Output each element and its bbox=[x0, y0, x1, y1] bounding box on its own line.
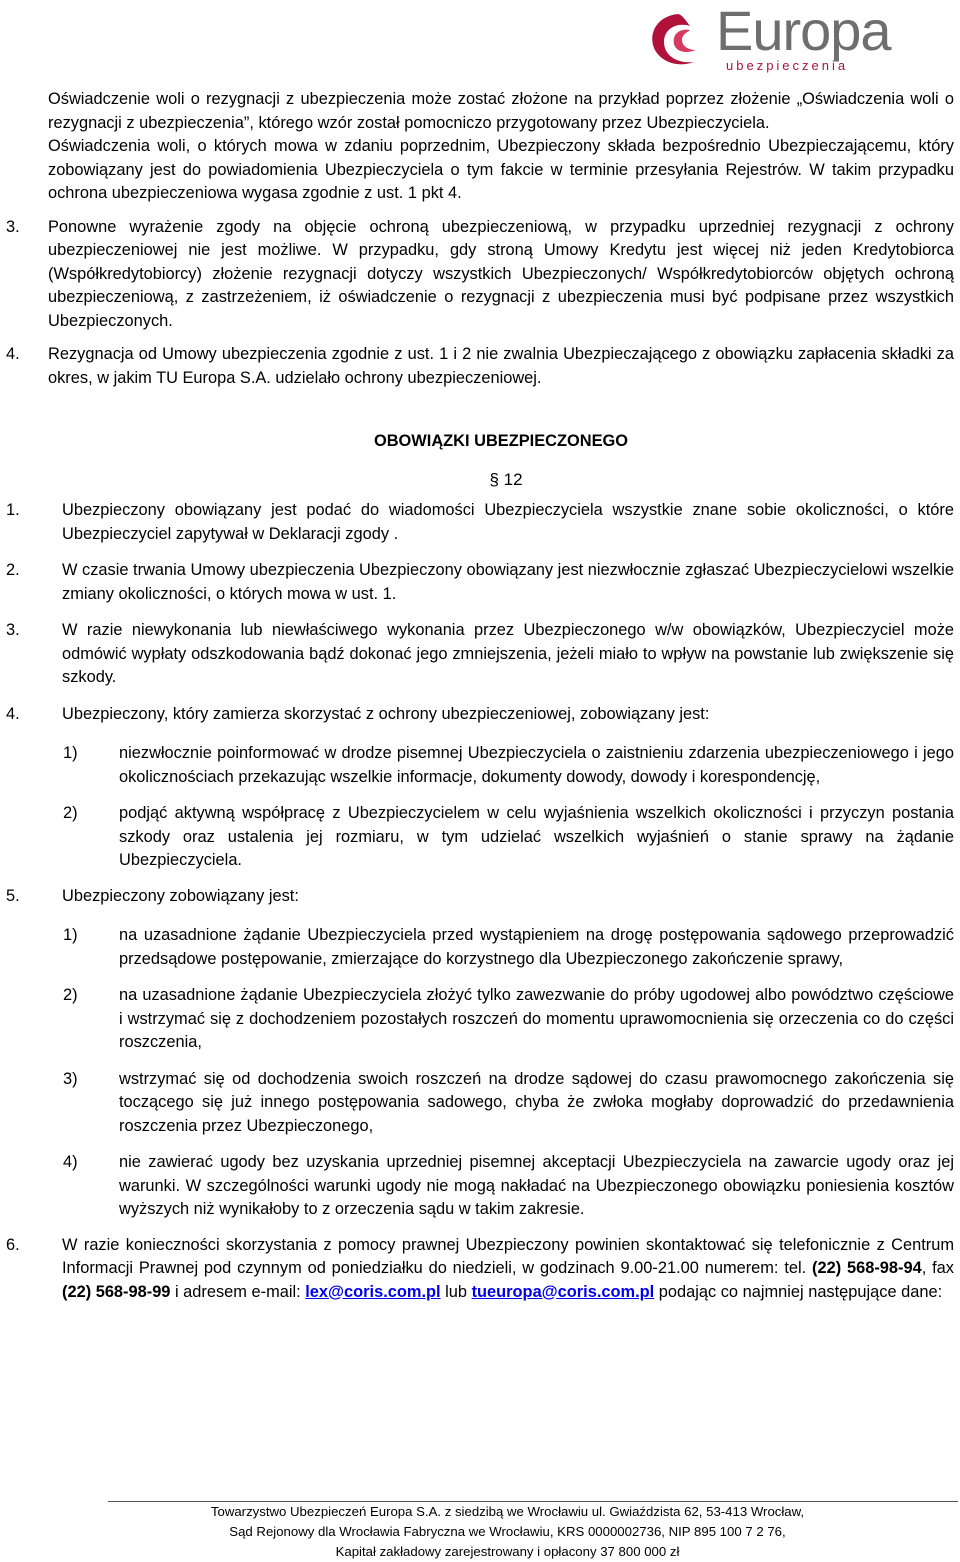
sub-item-number: 1) bbox=[63, 926, 78, 944]
item-text-part: , fax bbox=[921, 1259, 954, 1277]
sub-item-number: 1) bbox=[63, 744, 78, 762]
item-text-part: i adresem e-mail: bbox=[170, 1282, 306, 1301]
item-number: 3. bbox=[6, 217, 20, 236]
sub-item-5-2 bbox=[63, 984, 954, 1055]
sub-item-text: nie zawierać ugody bez uzyskania uprzedniej pisemnej akceptacji Ubezpieczyciela na zawarcie ugody oraz jej warunki. W szczególności warunki ugody nie mogą nakładać na Ubezpieczonego obowiązku poniesienia kosztów wyższych niż wynikałoby to z orzeczenia sądu w takim zakresie. bbox=[119, 1153, 954, 1218]
footer-line-3: Kapitał zakładowy zarejestrowany i opłacony 37 800 000 zł bbox=[335, 1544, 680, 1559]
item-text: Rezygnacja od Umowy ubezpieczenia zgodnie z ust. 1 i 2 nie zwalnia Ubezpieczającego z obowiązku zapłacenia składki za okres, w jakim TU Europa S.A. udzielało ochrony ubezpieczeniowej. bbox=[48, 345, 954, 387]
phone-number: (22) 568-98-94 bbox=[812, 1259, 922, 1277]
obligation-item-6 bbox=[6, 1234, 954, 1305]
item-text: W razie niewykonania lub niewłaściwego wykonania przez Ubezpieczonego w/w obowiązków, Ubezpieczyciel może odmówić wypłaty odszkodowania bądź dokonać jego zmniejszenia, jeżeli miało to wpływ na powstanie lub zwiększenie się szkody. bbox=[62, 621, 954, 686]
section-heading: OBOWIĄZKI UBEZPIECZONEGO bbox=[373, 432, 629, 450]
sub-item-5-3 bbox=[63, 1068, 954, 1139]
footer-line-2: Sąd Rejonowy dla Wrocławia Fabryczna we Wrocławiu, KRS 0000002736, NIP 895 100 7 2 76, bbox=[229, 1524, 786, 1539]
europa-logo bbox=[636, 0, 948, 76]
email-link-lex[interactable]: lex@coris.com.pl bbox=[305, 1282, 441, 1301]
item-text-part: W razie konieczności skorzystania z pomocy prawnej Ubezpieczony powinien skontaktować się telefonicznie z Centrum Informacji Prawnej pod czynnym od poniedziałku do niedzieli, w godzinach 9.00-21.00 numerem: tel. bbox=[62, 1235, 954, 1277]
sub-item-text: na uzasadnione żądanie Ubezpieczyciela złożyć tylko zawezwanie do próby ugodowej albo powództwo częściowe i wstrzymać się z dochodzeniem pozostałych roszczeń do momentu uprawomocnienia się orzeczenia co do części roszczenia, bbox=[119, 986, 954, 1051]
item-number: 1. bbox=[6, 501, 20, 519]
email-link-tueuropa[interactable]: tueuropa@coris.com.pl bbox=[471, 1282, 655, 1301]
item-text: Ponowne wyrażenie zgody na objęcie ochroną ubezpieczeniową, w przypadku uprzedniej rezygnacji z ochrony ubezpieczeniowej nie jest możliwe. W przypadku, gdy stroną Umowy Kredytu jest więcej niż jeden Kredytobiorca (Współkredytobiorcy) złożenie rezygnacji dotyczy wszystkich Ubezpieczonych/ Współkredytobiorców objętych ochroną ubezpieczeniową, z zastrzeżeniem, iż oświadczenie o rezygnacji z ubezpieczenia musi być podpisane przez wszystkich Ubezpieczonych. bbox=[48, 217, 954, 330]
item-text-part: lub bbox=[440, 1282, 472, 1301]
item-number: 6. bbox=[6, 1235, 20, 1254]
sub-item-4-1 bbox=[63, 742, 954, 789]
item-number: 5. bbox=[6, 886, 20, 905]
intro-paragraph-2: Oświadczenia woli, o których mowa w zdaniu poprzednim, Ubezpieczony składa bezpośrednio Ubezpieczającemu, który zobowiązany jest do powiadomienia Ubezpieczyciela o tym fakcie w terminie przesyłania Rejestrów. W takim przypadku ochrona ubezpieczeniowa wygasa zgodnie z ust. 1 pkt 4. bbox=[48, 137, 954, 202]
sub-item-number: 2) bbox=[63, 804, 78, 822]
intro-item-4 bbox=[6, 343, 954, 390]
intro-item-3 bbox=[6, 216, 954, 334]
obligation-item-5 bbox=[6, 885, 954, 909]
logo-tagline: ubezpieczenia bbox=[726, 58, 849, 73]
sub-item-text: wstrzymać się od dochodzenia swoich roszczeń na drodze sądowej do czasu prawomocnego zakończenia się toczącego się już innego postępowania sadowego, chyba że zwłoka mogłaby doprowadzić do przedawnienia roszczenia przez Ubezpieczonego, bbox=[119, 1069, 954, 1135]
sub-item-number: 4) bbox=[63, 1153, 78, 1171]
sub-item-number: 2) bbox=[63, 986, 78, 1004]
obligation-item-4 bbox=[6, 703, 954, 727]
item-number: 3. bbox=[6, 621, 20, 639]
item-text-part: podając co najmniej następujące dane: bbox=[654, 1282, 943, 1301]
sub-item-5-4 bbox=[63, 1151, 954, 1222]
sub-item-number: 3) bbox=[63, 1069, 78, 1088]
sub-item-text: podjąć aktywną współpracę z Ubezpieczycielem w celu wyjaśnienia wszelkich okoliczności i przyczyn postania szkody oraz ustalenia jej rozmiaru, w tym udzielać wszelkich wyjaśnień o stanie sprawy na żądanie Ubezpieczyciela. bbox=[119, 804, 954, 869]
logo-swirl-icon bbox=[644, 10, 714, 72]
obligation-item-3 bbox=[6, 619, 954, 690]
obligation-item-1 bbox=[6, 499, 954, 546]
intro-paragraph-1: Oświadczenie woli o rezygnacji z ubezpieczenia może zostać złożone na przykład poprzez złożenie „Oświadczenia woli o rezygnacji z ubezpieczenia”, którego wzór został pomocniczo przygotowany przez Ubezpieczyciela. bbox=[48, 90, 954, 132]
sub-item-text: na uzasadnione żądanie Ubezpieczyciela przed wystąpieniem na drogę postępowania sądowego przeprowadzić przedsądowe postępowanie, zmierzające do korzystnego dla Ubezpieczonego zakończenie sprawy, bbox=[119, 926, 954, 968]
item-text: Ubezpieczony obowiązany jest podać do wiadomości Ubezpieczyciela wszystkie znane sobie okoliczności, o które Ubezpieczyciel zapytywał w Deklaracji zgody . bbox=[62, 501, 954, 543]
document-body bbox=[6, 88, 954, 1304]
item-number: 2. bbox=[6, 561, 20, 579]
item-text: Ubezpieczony zobowiązany jest: bbox=[62, 886, 299, 905]
page-footer bbox=[60, 1502, 955, 1562]
obligation-item-2 bbox=[6, 559, 954, 606]
item-number: 4. bbox=[6, 704, 20, 723]
section-number: § 12 bbox=[489, 469, 523, 489]
sub-item-5-1 bbox=[63, 924, 954, 971]
item-number: 4. bbox=[6, 345, 20, 363]
sub-item-4-2 bbox=[63, 802, 954, 873]
footer-line-1: Towarzystwo Ubezpieczeń Europa S.A. z siedzibą we Wrocławiu ul. Gwiaździsta 62, 53-413 Wrocław, bbox=[210, 1504, 805, 1519]
logo-brand-text: Europa bbox=[716, 0, 891, 62]
sub-item-text: niezwłocznie poinformować w drodze pisemnej Ubezpieczyciela o zaistnieniu zdarzenia ubezpieczeniowego i jego okolicznościach przekazując wszelkie informacje, dokumenty dowody, dowody i korespondencję, bbox=[119, 744, 954, 786]
item-text: W czasie trwania Umowy ubezpieczenia Ubezpieczony obowiązany jest niezwłocznie zgłaszać Ubezpieczycielowi wszelkie zmiany okoliczności, o których mowa w ust. 1. bbox=[62, 561, 954, 603]
item-text: Ubezpieczony, który zamierza skorzystać z ochrony ubezpieczeniowej, zobowiązany jest: bbox=[62, 704, 710, 723]
fax-number: (22) 568-98-99 bbox=[62, 1282, 171, 1301]
